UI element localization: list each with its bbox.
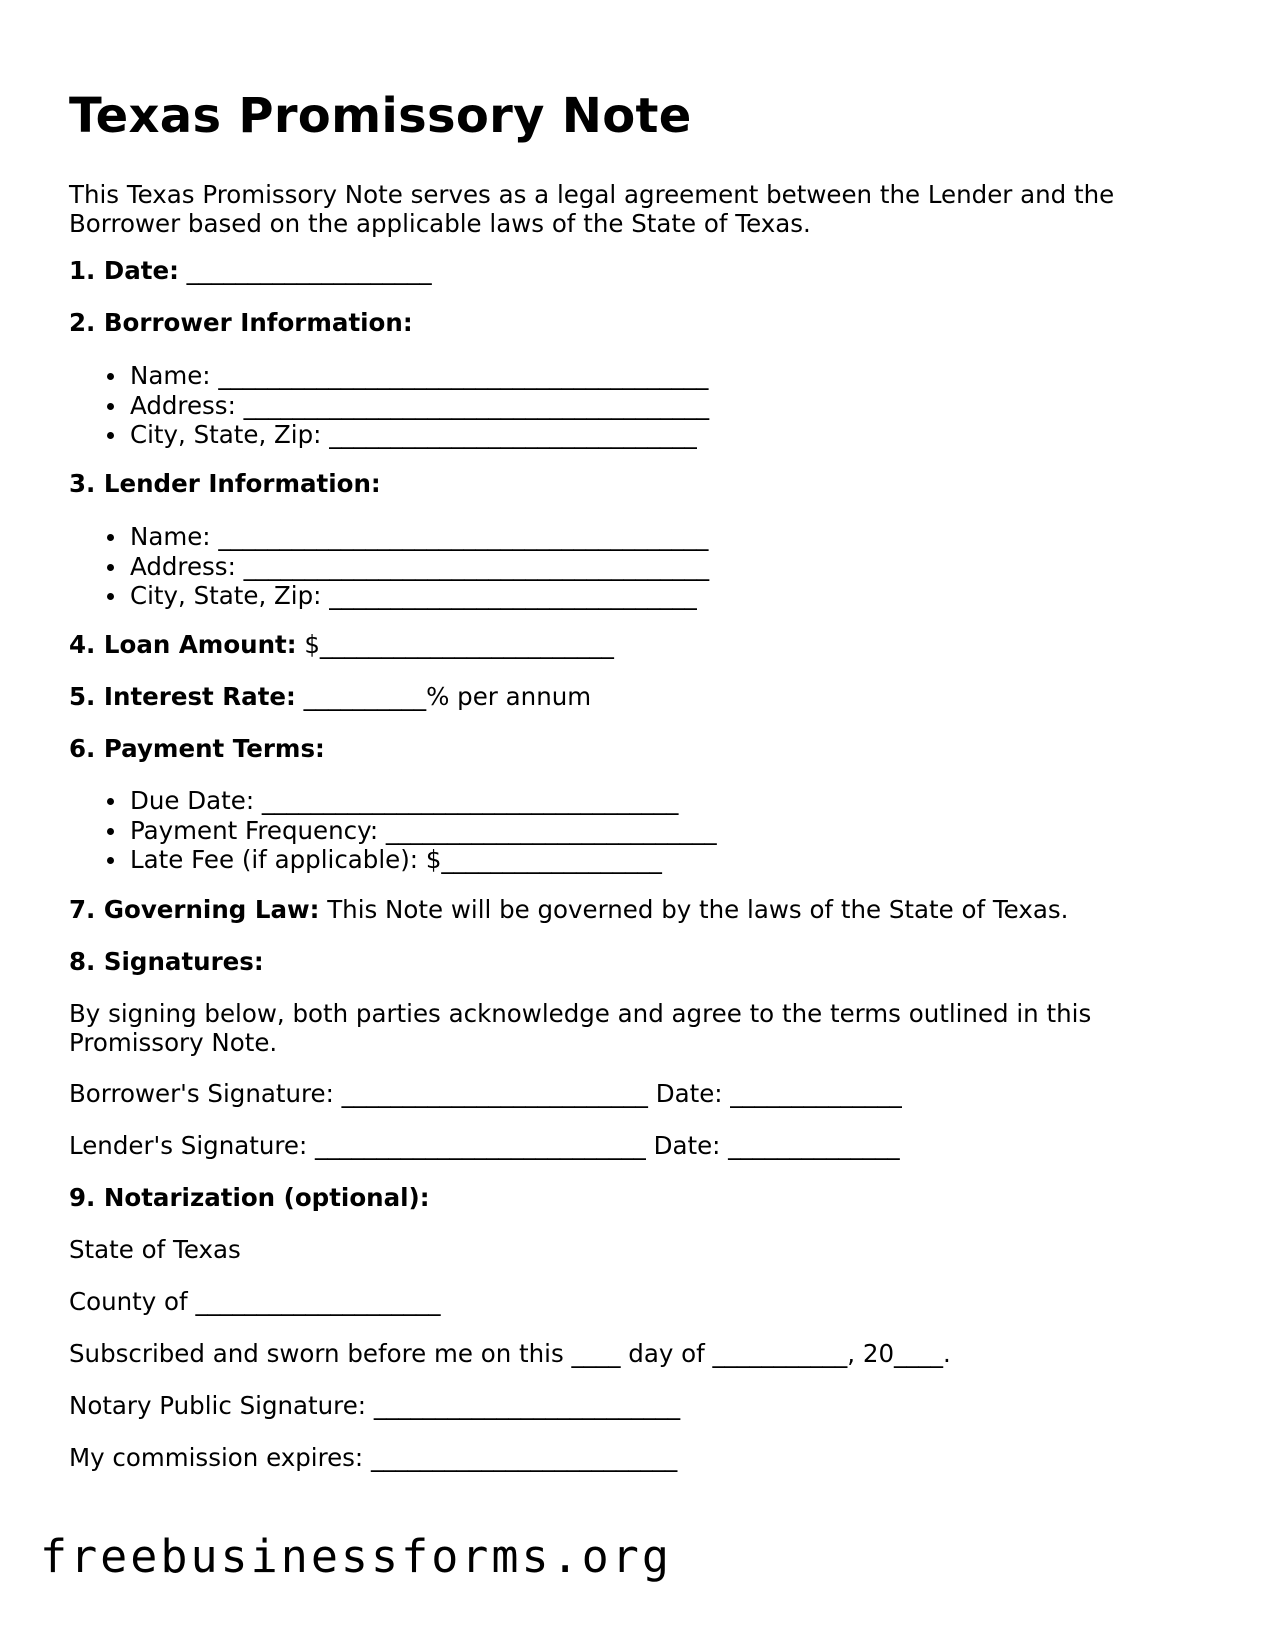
interest-rate-label: 5. Interest Rate:	[69, 682, 296, 711]
lender-address-item: Address: ______________________________________	[69, 552, 709, 582]
loan-amount-blank: $________________________	[296, 630, 614, 659]
interest-rate-blank: __________% per annum	[295, 682, 592, 711]
date-blank: ____________________	[178, 256, 432, 285]
signatures-heading: 8. Signatures:	[69, 947, 264, 976]
governing-law-text: This Note will be governed by the laws of the State of Texas.	[319, 895, 1069, 924]
notary-state: State of Texas	[69, 1235, 241, 1264]
governing-law-label: 7. Governing Law:	[69, 895, 320, 924]
notary-county: County of ____________________	[69, 1287, 441, 1316]
payment-frequency-item: Payment Frequency: ___________________________	[69, 816, 717, 846]
lender-heading: 3. Lender Information:	[69, 469, 381, 498]
lender-city-item: City, State, Zip: ______________________________	[69, 581, 709, 611]
governing-law-field	[69, 895, 1068, 924]
notary-sworn: Subscribed and sworn before me on this ____ day of ___________, 20____.	[69, 1339, 951, 1368]
page-title: Texas Promissory Note	[69, 88, 692, 144]
date-label: 1. Date:	[69, 256, 179, 285]
lender-list	[69, 522, 709, 611]
borrower-address-item: Address: ______________________________________	[69, 391, 709, 421]
signatures-intro: By signing below, both parties acknowledge and agree to the terms outlined in this Promissory Note.	[69, 999, 1092, 1057]
loan-amount-field	[69, 630, 614, 659]
borrower-city-item: City, State, Zip: ______________________________	[69, 420, 709, 450]
borrower-signature-line: Borrower's Signature: _________________________ Date: ______________	[69, 1079, 902, 1108]
interest-rate-field	[69, 682, 591, 711]
borrower-list	[69, 361, 709, 450]
lender-signature-line: Lender's Signature: ___________________________ Date: ______________	[69, 1131, 900, 1160]
payment-terms-list	[69, 786, 717, 875]
due-date-item: Due Date: __________________________________	[69, 786, 717, 816]
notarization-heading: 9. Notarization (optional):	[69, 1183, 430, 1212]
late-fee-item: Late Fee (if applicable): $__________________	[69, 845, 717, 875]
loan-amount-label: 4. Loan Amount:	[69, 630, 297, 659]
payment-terms-heading: 6. Payment Terms:	[69, 734, 325, 763]
intro-paragraph: This Texas Promissory Note serves as a legal agreement between the Lender and the Borrower based on the applicable laws of the State of Texas.	[69, 180, 1115, 238]
site-watermark: freebusinessforms.org	[40, 1530, 672, 1583]
lender-name-item: Name: ________________________________________	[69, 522, 709, 552]
notary-signature-line: Notary Public Signature: _________________________	[69, 1391, 681, 1420]
date-field	[69, 256, 432, 285]
borrower-name-item: Name: ________________________________________	[69, 361, 709, 391]
commission-expires-line: My commission expires: _________________________	[69, 1443, 678, 1472]
borrower-heading: 2. Borrower Information:	[69, 308, 413, 337]
